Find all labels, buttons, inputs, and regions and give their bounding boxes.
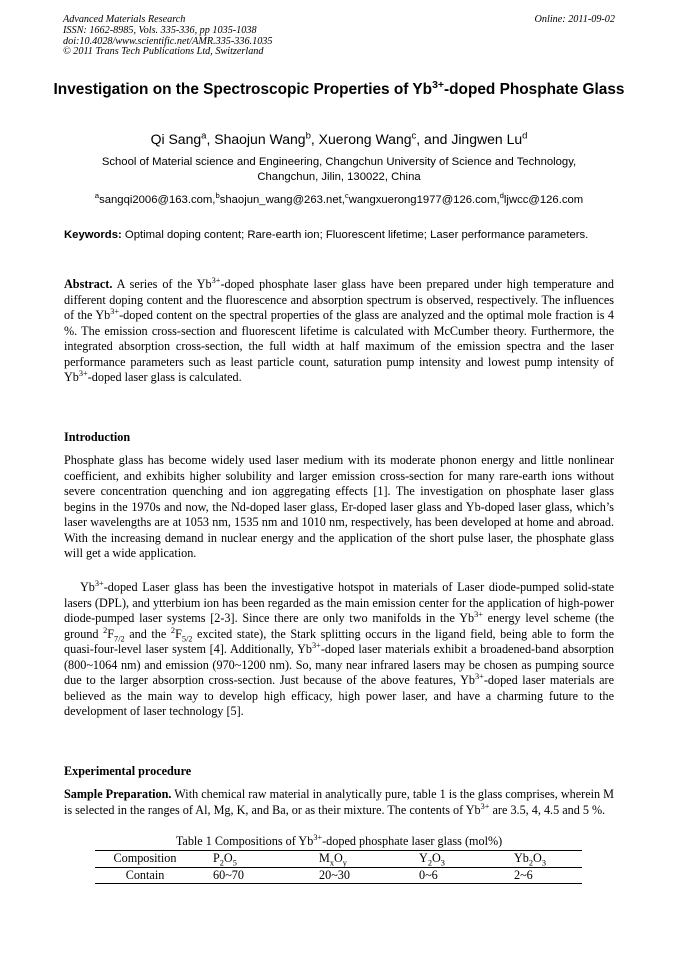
keywords	[64, 228, 614, 243]
table-header-row	[95, 851, 582, 868]
abstract: Abstract. A series of the $Yb^{3+}$-doped phosphate laser glass have been prepared under high temperature and different doping content and the fluorescence and absorption spectrum is observed, respectively. The influences of the $Yb^{3+}$-doped content on the spectral properties of the glass are analyzed and the optimal mole fraction is 4 %. The emission cross-section and fluorescent lifetime is calculated with McCumber theory. Furthermore, the integrated absorption cross-section, the full width at half maximum of the emission spectra and the laser performance parameters such as least particle count, saturation pump intensity and lowest pump intensity of $Yb^{3+}$-doped laser glass is calculated.	[64, 275, 615, 384]
section-heading-experimental: Experimental procedure	[64, 764, 192, 778]
table-cell: Contain	[95, 867, 195, 884]
table-row	[95, 867, 582, 884]
author-name: Shaojun Wang	[214, 131, 306, 147]
paper-title: Investigation on the Spectroscopic Properties of $Yb^{3+}$-doped Phosphate Glass	[53, 79, 625, 98]
sample-preparation-paragraph: Sample Preparation. With chemical raw material in analytically pure, table 1 is the glass comprises, wherein M is selected in the ranges of Al, Mg, K, and Ba, or as their mixture. The contents of $Yb^{3+}$ are 3.5, 4, 4.5 and 5 %.	[64, 787, 614, 817]
table-cell: 20~30	[313, 867, 419, 884]
author-name: Xuerong Wang	[318, 131, 412, 147]
email-link[interactable]: shaojun_wang@263.net	[219, 194, 342, 206]
journal-doi[interactable]: doi:10.4028/www.scientific.net/AMR.335-336.1035	[63, 35, 273, 47]
email-link[interactable]: sangqi2006@163.com	[99, 194, 213, 206]
intro-paragraph-2: $Yb^{3+}$-doped Laser glass has been the investigative hotspot in materials of Laser diode-pumped solid-state lasers (DPL), and ytterbium ion has been regarded as the main emission center for the application of high-power diode-pumped laser systems [2-3]. Since there are only two manifolds in the $Yb^{3+}$ energy level scheme (the ground $^2F_{7/2}$ and the $^2F_{5/2}$ excited state), the Stark splitting occurs in the ligand field, being able to form the quasi-four-level laser system [4]. Additionally, $Yb^{3+}$-doped laser materials exhibit a broadened-band absorption (800~1064 nm) and emission (970~1200 nm). So, many near infrared lasers may be chosen as pumping source due to the larger absorption cross-section. Just because of the above features, $Yb^{3+}$-doped laser materials are believed as the main way to develop high efficacy, high power laser, and have a charming future to the development of laser technology [5].	[64, 578, 614, 718]
table-header-cell: $Yb_2O_3$	[514, 851, 582, 868]
table-header-cell: $M_xO_y$	[313, 851, 419, 868]
author-list: Qi Sang$^a$, Shaojun Wang$^b$, Xuerong Wang$^c$, and Jingwen Lu$^d$	[150, 130, 528, 147]
composition-table	[95, 850, 582, 884]
abstract-label: Abstract.	[64, 277, 113, 291]
table-header-cell: $P_2O_5$	[195, 851, 313, 868]
table-cell: 60~70	[195, 867, 313, 884]
table-cell: 0~6	[419, 867, 514, 884]
online-date: Online: 2011-09-02	[534, 14, 615, 25]
keywords-text: Optimal doping content; Rare-earth ion; Fluorescent lifetime; Laser performance parameters.	[124, 229, 589, 241]
intro-paragraph-1: Phosphate glass has become widely used laser medium with its moderate phonon energy and little nonlinear coefficient, and exhibits higher solubility and larger emission cross-section for many rare-earth ions without severe concentration quenching and ion aggregating effects [1]. The investigation on phosphate laser glass begins in the 1970s and now, the Nd-doped laser glass, Er-doped laser glass and Yb-doped laser glass, which’s laser wavelengths are at 1053 nm, 1535 nm and 1010 nm, respectively, has been developed at home and abroad. With the increasing demand in nuclear energy and the application of the short pulse laser, the phosphate glass will get a wide application.	[64, 453, 614, 560]
table-caption: Table 1 Compositions of $Yb^{3+}$-doped phosphate laser glass (mol%)	[175, 832, 503, 848]
table-cell: 2~6	[514, 867, 582, 884]
keywords-label: Keywords:	[64, 229, 122, 241]
journal-issn: ISSN: 1662-8985, Vols. 335-336, pp 1035-1038	[63, 24, 257, 36]
journal-name: Advanced Materials Research	[63, 14, 186, 25]
affiliation: School of Material science and Engineering, Changchun University of Science and Technology, Changchun, Jilin, 130022, China	[101, 156, 577, 184]
table-header-cell: Composition	[95, 851, 195, 868]
email-link[interactable]: wangxuerong1977@126.com	[348, 194, 497, 206]
journal-copyright: © 2011 Trans Tech Publications Ltd, Switzerland	[63, 46, 264, 58]
author-name: Qi Sang	[150, 131, 202, 147]
journal-header	[63, 15, 615, 58]
author-name: Jingwen Lu	[451, 131, 523, 147]
table-header-cell: $Y_2O_3$	[419, 851, 514, 868]
sample-preparation-label: Sample Preparation.	[64, 787, 172, 801]
email-list: $^a$sangqi2006@163.com,$^b$shaojun_wang@263.net,$^c$wangxuerong1977@126.com,$^d$ljwcc@126.com	[94, 191, 584, 206]
email-link[interactable]: ljwcc@126.com	[503, 194, 584, 206]
section-heading-introduction: Introduction	[64, 430, 131, 444]
